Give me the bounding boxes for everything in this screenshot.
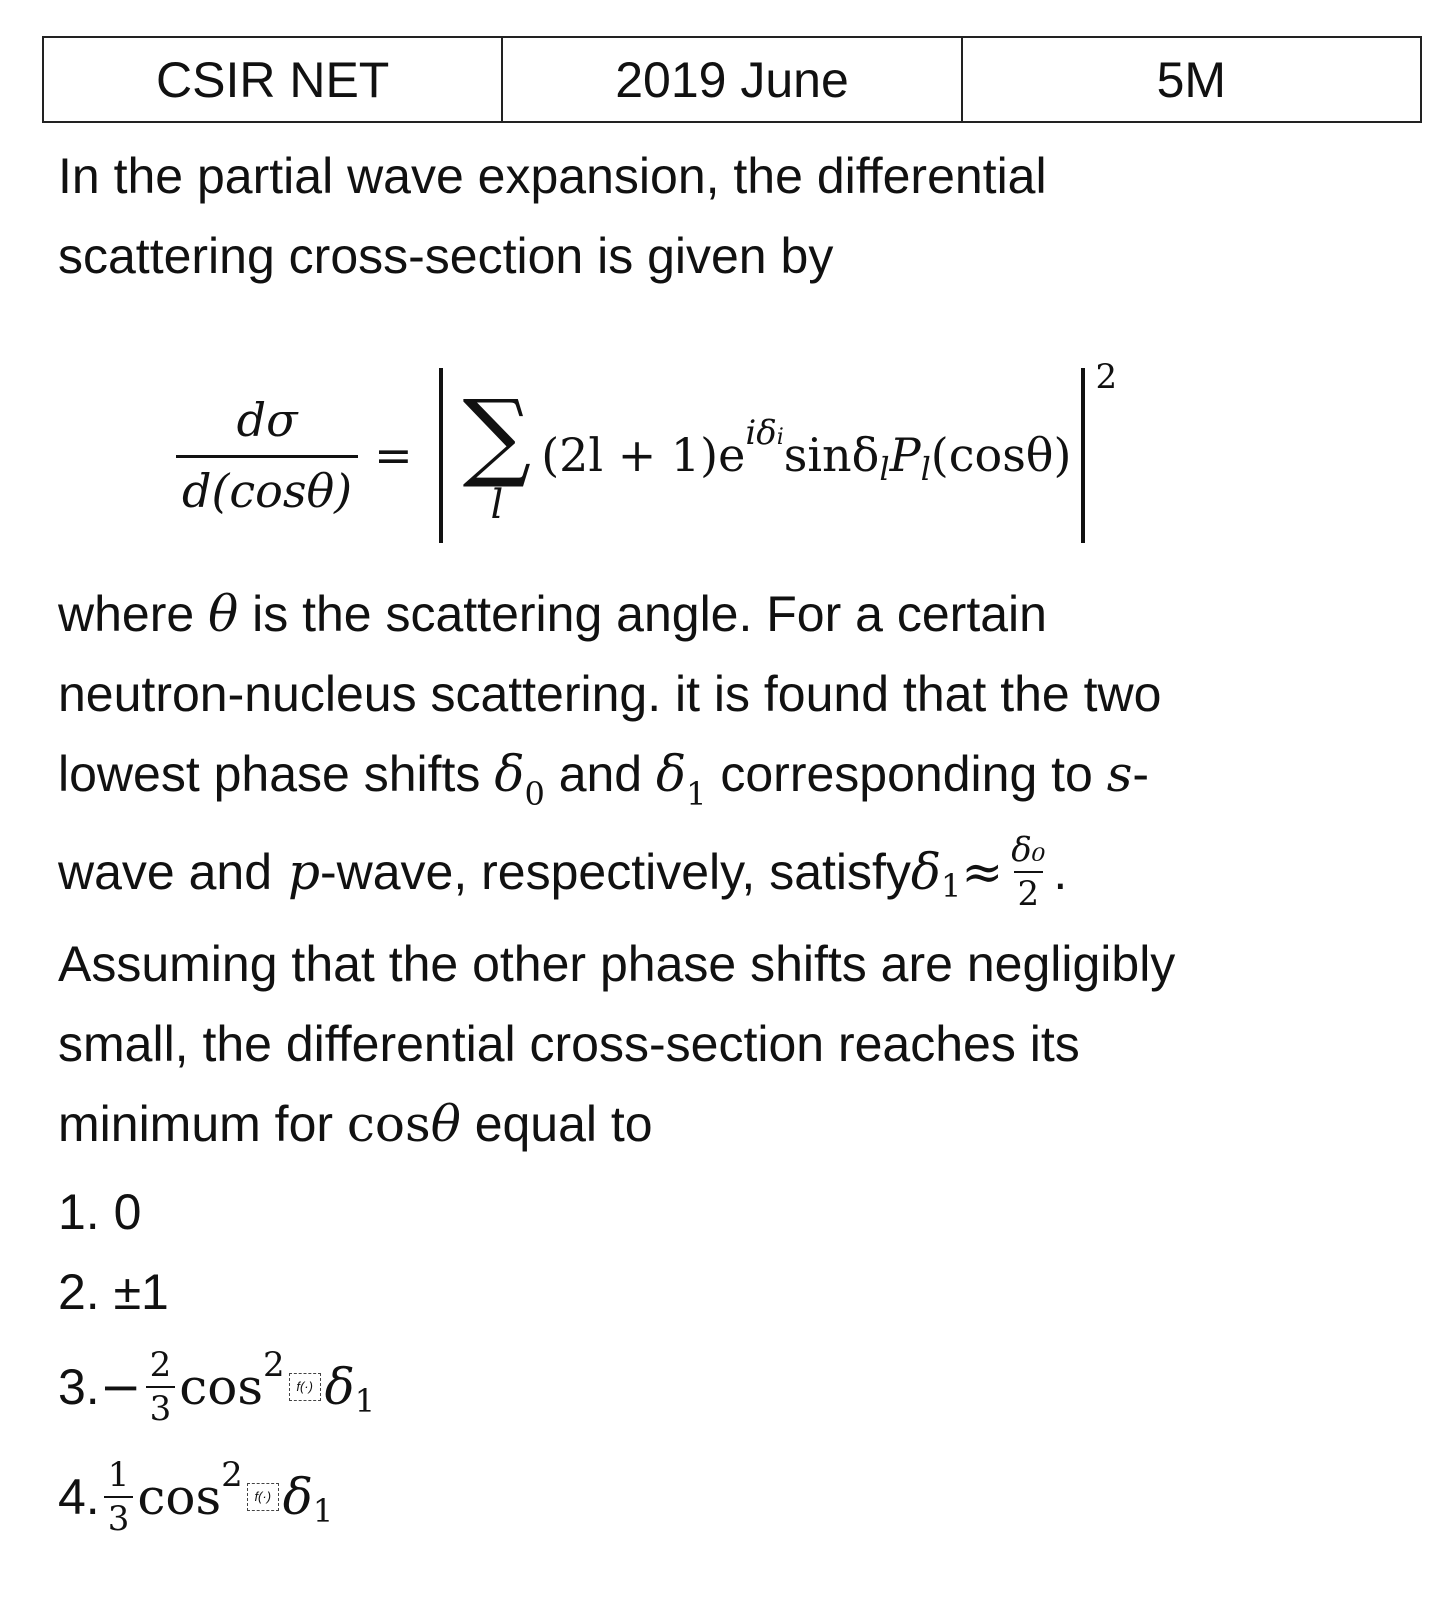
formula-power: 2 — [1095, 357, 1118, 397]
equals-sign: = — [374, 428, 413, 482]
intro-line-1: In the partial wave expansion, the differential — [58, 148, 1047, 204]
body-line-2: neutron-nucleus scattering. it is found that the two — [58, 666, 1162, 722]
option-4[interactable]: 4. 1 3 cos 2 f(·) δ 1 — [58, 1455, 334, 1539]
header-marks: 5M — [1156, 51, 1227, 108]
header-session: 2019 June — [503, 38, 962, 121]
option-2[interactable]: 2. ±1 — [58, 1264, 169, 1320]
lhs-denominator: d(cosθ) — [176, 455, 358, 518]
exponent: iδi — [745, 413, 784, 453]
intro-text — [58, 136, 1388, 296]
term-c: P — [889, 428, 921, 482]
body-line-6: small, the differential cross-section reaches its — [58, 1016, 1080, 1072]
option-3[interactable]: 3. − $\frac{2}{3}$ cos 2 f(·) δ 1 — [58, 1345, 376, 1429]
abs-bar-left — [439, 368, 443, 543]
placeholder-function-icon: f(·) — [247, 1483, 279, 1511]
option-1[interactable]: 1. 0 — [58, 1184, 142, 1240]
term-a: (2l + 1)e — [541, 428, 746, 482]
body-line-1: where θ is the scattering angle. For a certain — [58, 585, 1047, 643]
formula-lhs — [176, 393, 358, 518]
term-d: (cosθ) — [930, 428, 1072, 482]
question-body — [58, 574, 1388, 1164]
body-line-7: minimum for cosθ equal to — [58, 1095, 653, 1153]
abs-bar-right — [1081, 368, 1085, 543]
sigma-index: l — [490, 482, 504, 528]
delta-half-fraction: $\frac{\text{δ₀}}{2}$ — [1011, 830, 1046, 914]
body-line-3: lowest phase shifts $\delta_0$ and $\delta_1$ corresponding to s- — [58, 745, 1150, 813]
sigma-symbol: ∑ — [462, 379, 532, 491]
cross-section-formula: $\frac{d\sigma}{d(\cos\theta)}$ = ∑ l (2l + 1)e iδi sinδ l P l (cosθ) 2 — [176, 360, 1117, 550]
options-list — [58, 1172, 1388, 1552]
intro-line-2: scattering cross-section is given by — [58, 228, 834, 284]
option-4-fraction: 1 3 — [104, 1456, 134, 1538]
body-line-5: Assuming that the other phase shifts are negligibly — [58, 936, 1176, 992]
header-exam: CSIR NET — [44, 38, 503, 121]
placeholder-function-icon: f(·) — [289, 1373, 321, 1401]
header-table — [42, 36, 1422, 123]
lhs-numerator: dσ — [236, 392, 298, 447]
option-3-fraction: $\frac{2}{3}$ — [146, 1346, 176, 1428]
body-line-4: wave and p -wave, respectively, satisfy δ 1 ≈ $\frac{\text{δ₀}}{2}$ . — [58, 830, 1068, 914]
term-b: sinδ — [783, 428, 880, 482]
summation — [462, 379, 532, 528]
